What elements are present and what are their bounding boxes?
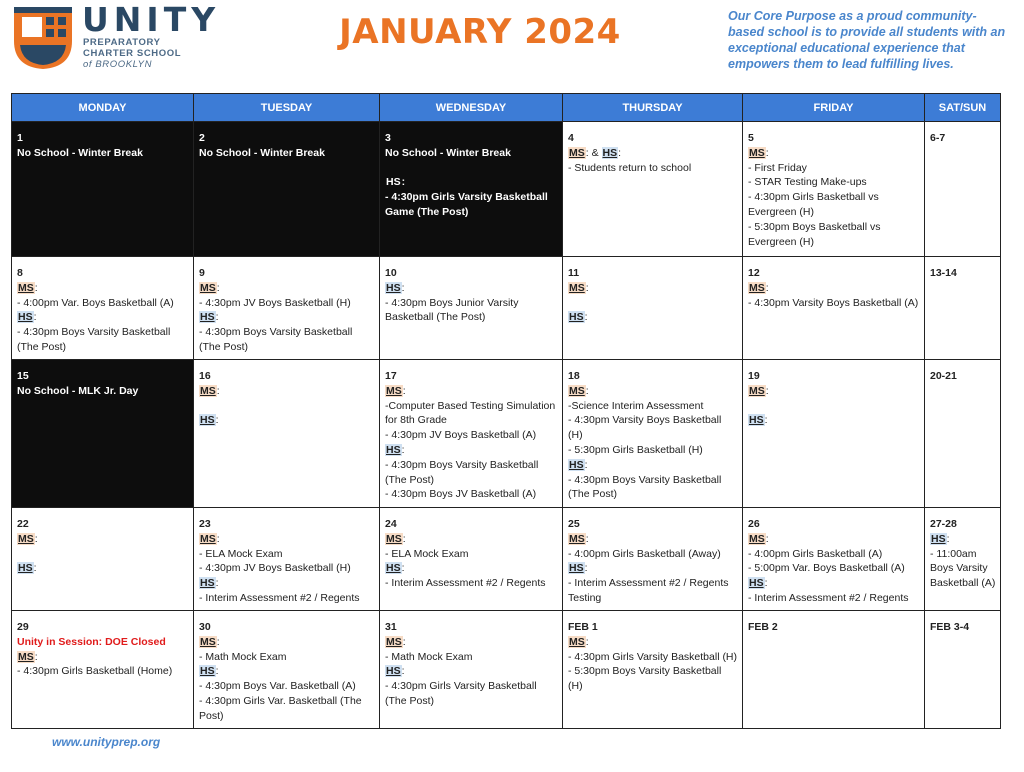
colon: : — [216, 532, 220, 545]
day-number: 31 — [385, 621, 397, 633]
division-label — [748, 281, 920, 296]
division-label — [199, 310, 375, 325]
colon: : — [764, 414, 768, 427]
day-cell — [925, 360, 1001, 508]
colon: : — [585, 384, 589, 397]
weekday-header: FRIDAY — [743, 94, 925, 122]
day-cell — [12, 508, 194, 611]
hs-tag: HS — [18, 311, 33, 324]
day-number: 3 — [385, 132, 391, 144]
ms-tag: MS — [569, 532, 585, 545]
event-line: - 4:30pm Varsity Boys Basketball (H) — [568, 414, 722, 442]
colon: : — [401, 176, 406, 189]
day-cell — [563, 508, 743, 611]
spacer-line — [385, 161, 558, 176]
event-line: - First Friday — [748, 161, 807, 174]
colon: : — [584, 311, 588, 324]
weekday-header: THURSDAY — [563, 94, 743, 122]
day-cell — [743, 122, 925, 257]
week-row — [12, 360, 1001, 508]
colon: : — [34, 650, 38, 663]
spacer-line — [568, 296, 738, 311]
day-cell — [194, 122, 380, 257]
division-label — [748, 413, 920, 428]
event-line: - 4:00pm Girls Basketball (A) — [748, 547, 883, 560]
week-row — [12, 508, 1001, 611]
event-line: - 4:30pm Girls Basketball vs Evergreen (H) — [748, 191, 879, 218]
day-cell — [380, 257, 563, 360]
hs-tag: HS — [200, 665, 215, 678]
ms-tag: MS — [386, 384, 402, 397]
hs-tag: HS — [200, 577, 215, 590]
ms-tag: MS — [749, 532, 765, 545]
colon: : — [765, 532, 769, 545]
spacer-line — [748, 399, 920, 414]
division-label — [17, 532, 189, 547]
division-label — [568, 310, 738, 325]
event-line: - 11:00am Boys Varsity Basketball (A) — [930, 547, 996, 590]
colon: : — [215, 414, 219, 427]
day-number: 26 — [748, 518, 760, 530]
ms-tag: MS — [200, 635, 216, 648]
hs-tag: HS — [569, 562, 584, 575]
event-line: No School - Winter Break — [17, 146, 143, 159]
colon: : — [216, 635, 220, 648]
colon: : — [34, 281, 38, 294]
hs-tag: HS — [386, 176, 401, 189]
website-link[interactable]: www.unityprep.org — [52, 735, 161, 749]
division-label — [568, 458, 738, 473]
event-line: No School - MLK Jr. Day — [17, 384, 139, 397]
week-row — [12, 611, 1001, 729]
hs-tag: HS — [200, 311, 215, 324]
day-cell — [925, 122, 1001, 257]
day-number: 13-14 — [930, 267, 957, 279]
day-number: 27-28 — [930, 518, 957, 530]
division-label — [568, 384, 738, 399]
hs-tag: HS — [386, 443, 401, 456]
day-cell — [563, 257, 743, 360]
spacer-line — [17, 547, 189, 562]
event-line: - ELA Mock Exam — [199, 547, 283, 560]
page-title: JANUARY 2024 — [339, 12, 621, 52]
hs-tag: HS — [200, 414, 215, 427]
day-number: 22 — [17, 518, 29, 530]
division-label — [385, 175, 558, 190]
ms-tag: MS — [18, 532, 34, 545]
division-label — [385, 561, 558, 576]
day-cell — [743, 360, 925, 508]
day-cell — [12, 360, 194, 508]
day-number: 25 — [568, 518, 580, 530]
colon: : — [765, 384, 769, 397]
colon: : — [585, 635, 589, 648]
event-line: - 4:30pm Boys Varsity Basketball (The Post) — [385, 458, 539, 486]
day-cell — [12, 122, 194, 257]
day-number: 4 — [568, 132, 574, 144]
event-line: - 4:30pm Boys Varsity Basketball (The Post) — [568, 473, 722, 501]
day-cell — [380, 508, 563, 611]
day-number: 12 — [748, 267, 760, 279]
event-line: - 4:30pm Girls Varsity Basketball (The Post) — [385, 680, 537, 707]
colon: : — [215, 311, 219, 324]
colon: : — [765, 146, 769, 159]
hs-tag: HS — [386, 281, 401, 294]
division-label — [568, 561, 738, 576]
colon: : — [402, 635, 406, 648]
division-label — [199, 413, 375, 428]
event-line: - Students return to school — [568, 161, 692, 174]
event-line: -Science Interim Assessment — [568, 399, 704, 412]
hs-tag: HS — [602, 146, 618, 159]
event-line: - 5:30pm Boys Varsity Basketball (H) — [568, 665, 722, 693]
event-line: - Interim Assessment #2 / Regents — [385, 577, 546, 590]
event-line: - Math Mock Exam — [385, 650, 473, 663]
event-line: - 4:30pm Boys Varsity Basketball (The Post) — [17, 326, 171, 353]
week-row — [12, 122, 1001, 257]
division-label — [385, 443, 558, 458]
day-cell — [743, 611, 925, 729]
day-cell — [194, 611, 380, 729]
colon: : — [402, 532, 406, 545]
division-label — [748, 146, 920, 161]
event-line: No School - Winter Break — [199, 146, 325, 159]
division-label — [17, 561, 189, 576]
colon: : — [215, 665, 219, 678]
colon: : — [401, 281, 405, 294]
unity-logo-shield-icon — [12, 5, 74, 71]
ms-tag: MS — [200, 384, 216, 397]
day-number: 19 — [748, 370, 760, 382]
event-line: - 4:30pm JV Boys Basketball (H) — [199, 296, 351, 309]
ms-tag: MS — [749, 281, 765, 294]
day-number: FEB 3-4 — [930, 621, 970, 633]
day-number: FEB 2 — [748, 621, 778, 633]
ms-tag: MS — [200, 532, 216, 545]
day-cell — [925, 508, 1001, 611]
colon: : — [764, 577, 768, 590]
day-number: 10 — [385, 267, 397, 279]
day-number: 24 — [385, 518, 397, 530]
ms-tag: MS — [386, 635, 402, 648]
day-number: 16 — [199, 370, 211, 382]
event-line: - 4:00pm Var. Boys Basketball (A) — [17, 296, 174, 309]
colon: : — [765, 281, 769, 294]
day-number: 17 — [385, 370, 397, 382]
ms-tag: MS — [200, 281, 216, 294]
day-cell — [194, 508, 380, 611]
division-label — [568, 146, 738, 161]
colon: : — [401, 443, 405, 456]
event-line: - 5:30pm Girls Basketball (H) — [568, 443, 703, 456]
ms-tag: MS — [749, 146, 765, 159]
division-label — [568, 532, 738, 547]
colon: : — [216, 384, 220, 397]
division-label — [385, 635, 558, 650]
ms-tag: MS — [569, 146, 585, 159]
day-number: 5 — [748, 132, 754, 144]
division-label — [748, 532, 920, 547]
event-line: - ELA Mock Exam — [385, 547, 469, 560]
event-line: - Math Mock Exam — [199, 650, 287, 663]
week-row — [12, 257, 1001, 360]
event-line: -Computer Based Testing Simulation for 8th Grade — [385, 399, 556, 427]
logo-sub-line: PREPARATORY — [83, 37, 161, 48]
colon: : — [215, 577, 219, 590]
hs-tag: HS — [749, 414, 764, 427]
day-cell — [12, 611, 194, 729]
core-purpose-statement: Our Core Purpose as a proud community-based school is to provide all students with an exceptional educational experience that empowers them to lead fulfilling lives. — [728, 9, 1006, 71]
day-number: 9 — [199, 267, 205, 279]
event-line: - STAR Testing Make-ups — [748, 176, 867, 189]
colon: : — [584, 562, 588, 575]
division-label — [385, 384, 558, 399]
colon: : — [585, 281, 589, 294]
hs-tag: HS — [931, 532, 946, 545]
colon: : — [401, 665, 405, 678]
event-line: - Interim Assessment #2 / Regents Testing — [568, 577, 729, 604]
day-number: 1 — [17, 132, 23, 144]
hs-tag: HS — [569, 311, 584, 324]
day-cell — [925, 611, 1001, 729]
day-number: 15 — [17, 370, 29, 382]
event-line: - 4:30pm JV Boys Basketball (A) — [385, 429, 537, 442]
hs-tag: HS — [386, 665, 401, 678]
division-label — [385, 664, 558, 679]
logo-sub-line: of BROOKLYN — [83, 59, 153, 70]
colon: : — [34, 532, 38, 545]
logo-sub-line: CHARTER SCHOOL — [83, 48, 182, 59]
hs-tag: HS — [18, 562, 33, 575]
day-cell — [380, 611, 563, 729]
spacer-line — [199, 399, 375, 414]
division-label — [748, 576, 920, 591]
colon: : — [33, 562, 37, 575]
weekday-header: MONDAY — [12, 94, 194, 122]
day-cell — [12, 257, 194, 360]
event-line: - 4:30pm Girls Varsity Basketball (H) — [568, 650, 738, 663]
event-line: - 4:30pm Boys Junior Varsity Basketball (The Post) — [385, 296, 519, 324]
logo-wordmark: UNITY — [82, 0, 221, 39]
ms-tag: MS — [18, 650, 34, 663]
calendar-body — [12, 122, 1001, 729]
separator: : & — [585, 146, 602, 159]
day-cell — [194, 360, 380, 508]
division-label — [568, 281, 738, 296]
day-number: 29 — [17, 621, 29, 633]
event-line: - 4:30pm Boys JV Basketball (A) — [385, 488, 537, 501]
event-line: No School - Winter Break — [385, 146, 511, 159]
event-line: - 4:30pm Girls Basketball (Home) — [17, 665, 173, 678]
day-number: FEB 1 — [568, 621, 598, 633]
event-line: - 4:30pm JV Boys Basketball (H) — [199, 562, 351, 575]
hs-tag: HS — [386, 562, 401, 575]
closure-notice: Unity in Session: DOE Closed — [17, 635, 166, 648]
ms-tag: MS — [749, 384, 765, 397]
event-line: - 5:30pm Boys Basketball vs Evergreen (H) — [748, 220, 881, 248]
division-label — [568, 635, 738, 650]
day-cell — [380, 122, 563, 257]
hs-tag: HS — [569, 458, 584, 471]
division-label — [199, 635, 375, 650]
division-label — [385, 532, 558, 547]
calendar-grid — [11, 93, 1001, 729]
ms-tag: MS — [569, 635, 585, 648]
ms-tag: MS — [18, 281, 34, 294]
day-number: 2 — [199, 132, 205, 144]
colon: : — [33, 311, 37, 324]
ms-tag: MS — [569, 384, 585, 397]
division-label — [199, 532, 375, 547]
division-label — [930, 532, 996, 547]
day-number: 30 — [199, 621, 211, 633]
event-line: - 4:30pm Boys Varsity Basketball (The Post) — [199, 326, 353, 353]
day-number: 23 — [199, 518, 211, 530]
colon: : — [946, 532, 950, 545]
colon: : — [401, 562, 405, 575]
day-cell — [563, 611, 743, 729]
logo-subtitle — [83, 37, 181, 70]
day-cell — [743, 508, 925, 611]
division-label — [199, 664, 375, 679]
weekday-header: WEDNESDAY — [380, 94, 563, 122]
division-label — [17, 281, 189, 296]
event-line: - Interim Assessment #2 / Regents — [748, 591, 909, 604]
division-label — [17, 310, 189, 325]
ms-tag: MS — [569, 281, 585, 294]
event-line: - 4:30pm Girls Varsity Basketball Game (The Post) — [385, 191, 548, 218]
division-label — [199, 384, 375, 399]
colon: : — [402, 384, 406, 397]
day-number: 20-21 — [930, 370, 957, 382]
colon: : — [216, 281, 220, 294]
event-line: - 4:30pm Girls Var. Basketball (The Post) — [199, 694, 362, 722]
division-label — [748, 384, 920, 399]
weekday-header: SAT/SUN — [925, 94, 1001, 122]
colon: : — [585, 532, 589, 545]
division-label — [199, 576, 375, 591]
division-label — [385, 281, 558, 296]
ms-tag: MS — [386, 532, 402, 545]
weekday-header-row — [12, 94, 1001, 122]
colon: : — [584, 458, 588, 471]
day-number: 11 — [568, 267, 580, 279]
event-line: - 4:30pm Boys Var. Basketball (A) — [199, 680, 356, 693]
day-cell — [194, 257, 380, 360]
day-cell — [563, 360, 743, 508]
day-number: 18 — [568, 370, 580, 382]
day-cell — [925, 257, 1001, 360]
day-cell — [380, 360, 563, 508]
day-cell — [743, 257, 925, 360]
day-number: 6-7 — [930, 132, 946, 144]
event-line: - 4:00pm Girls Basketball (Away) — [568, 547, 721, 560]
separator: : — [618, 146, 622, 159]
day-number: 8 — [17, 267, 23, 279]
event-line: - 5:00pm Var. Boys Basketball (A) — [748, 562, 905, 575]
weekday-header: TUESDAY — [194, 94, 380, 122]
event-line: - Interim Assessment #2 / Regents — [199, 591, 360, 604]
division-label — [17, 650, 189, 665]
division-label — [199, 281, 375, 296]
event-line: - 4:30pm Varsity Boys Basketball (A) — [748, 296, 919, 309]
day-cell — [563, 122, 743, 257]
hs-tag: HS — [749, 577, 764, 590]
